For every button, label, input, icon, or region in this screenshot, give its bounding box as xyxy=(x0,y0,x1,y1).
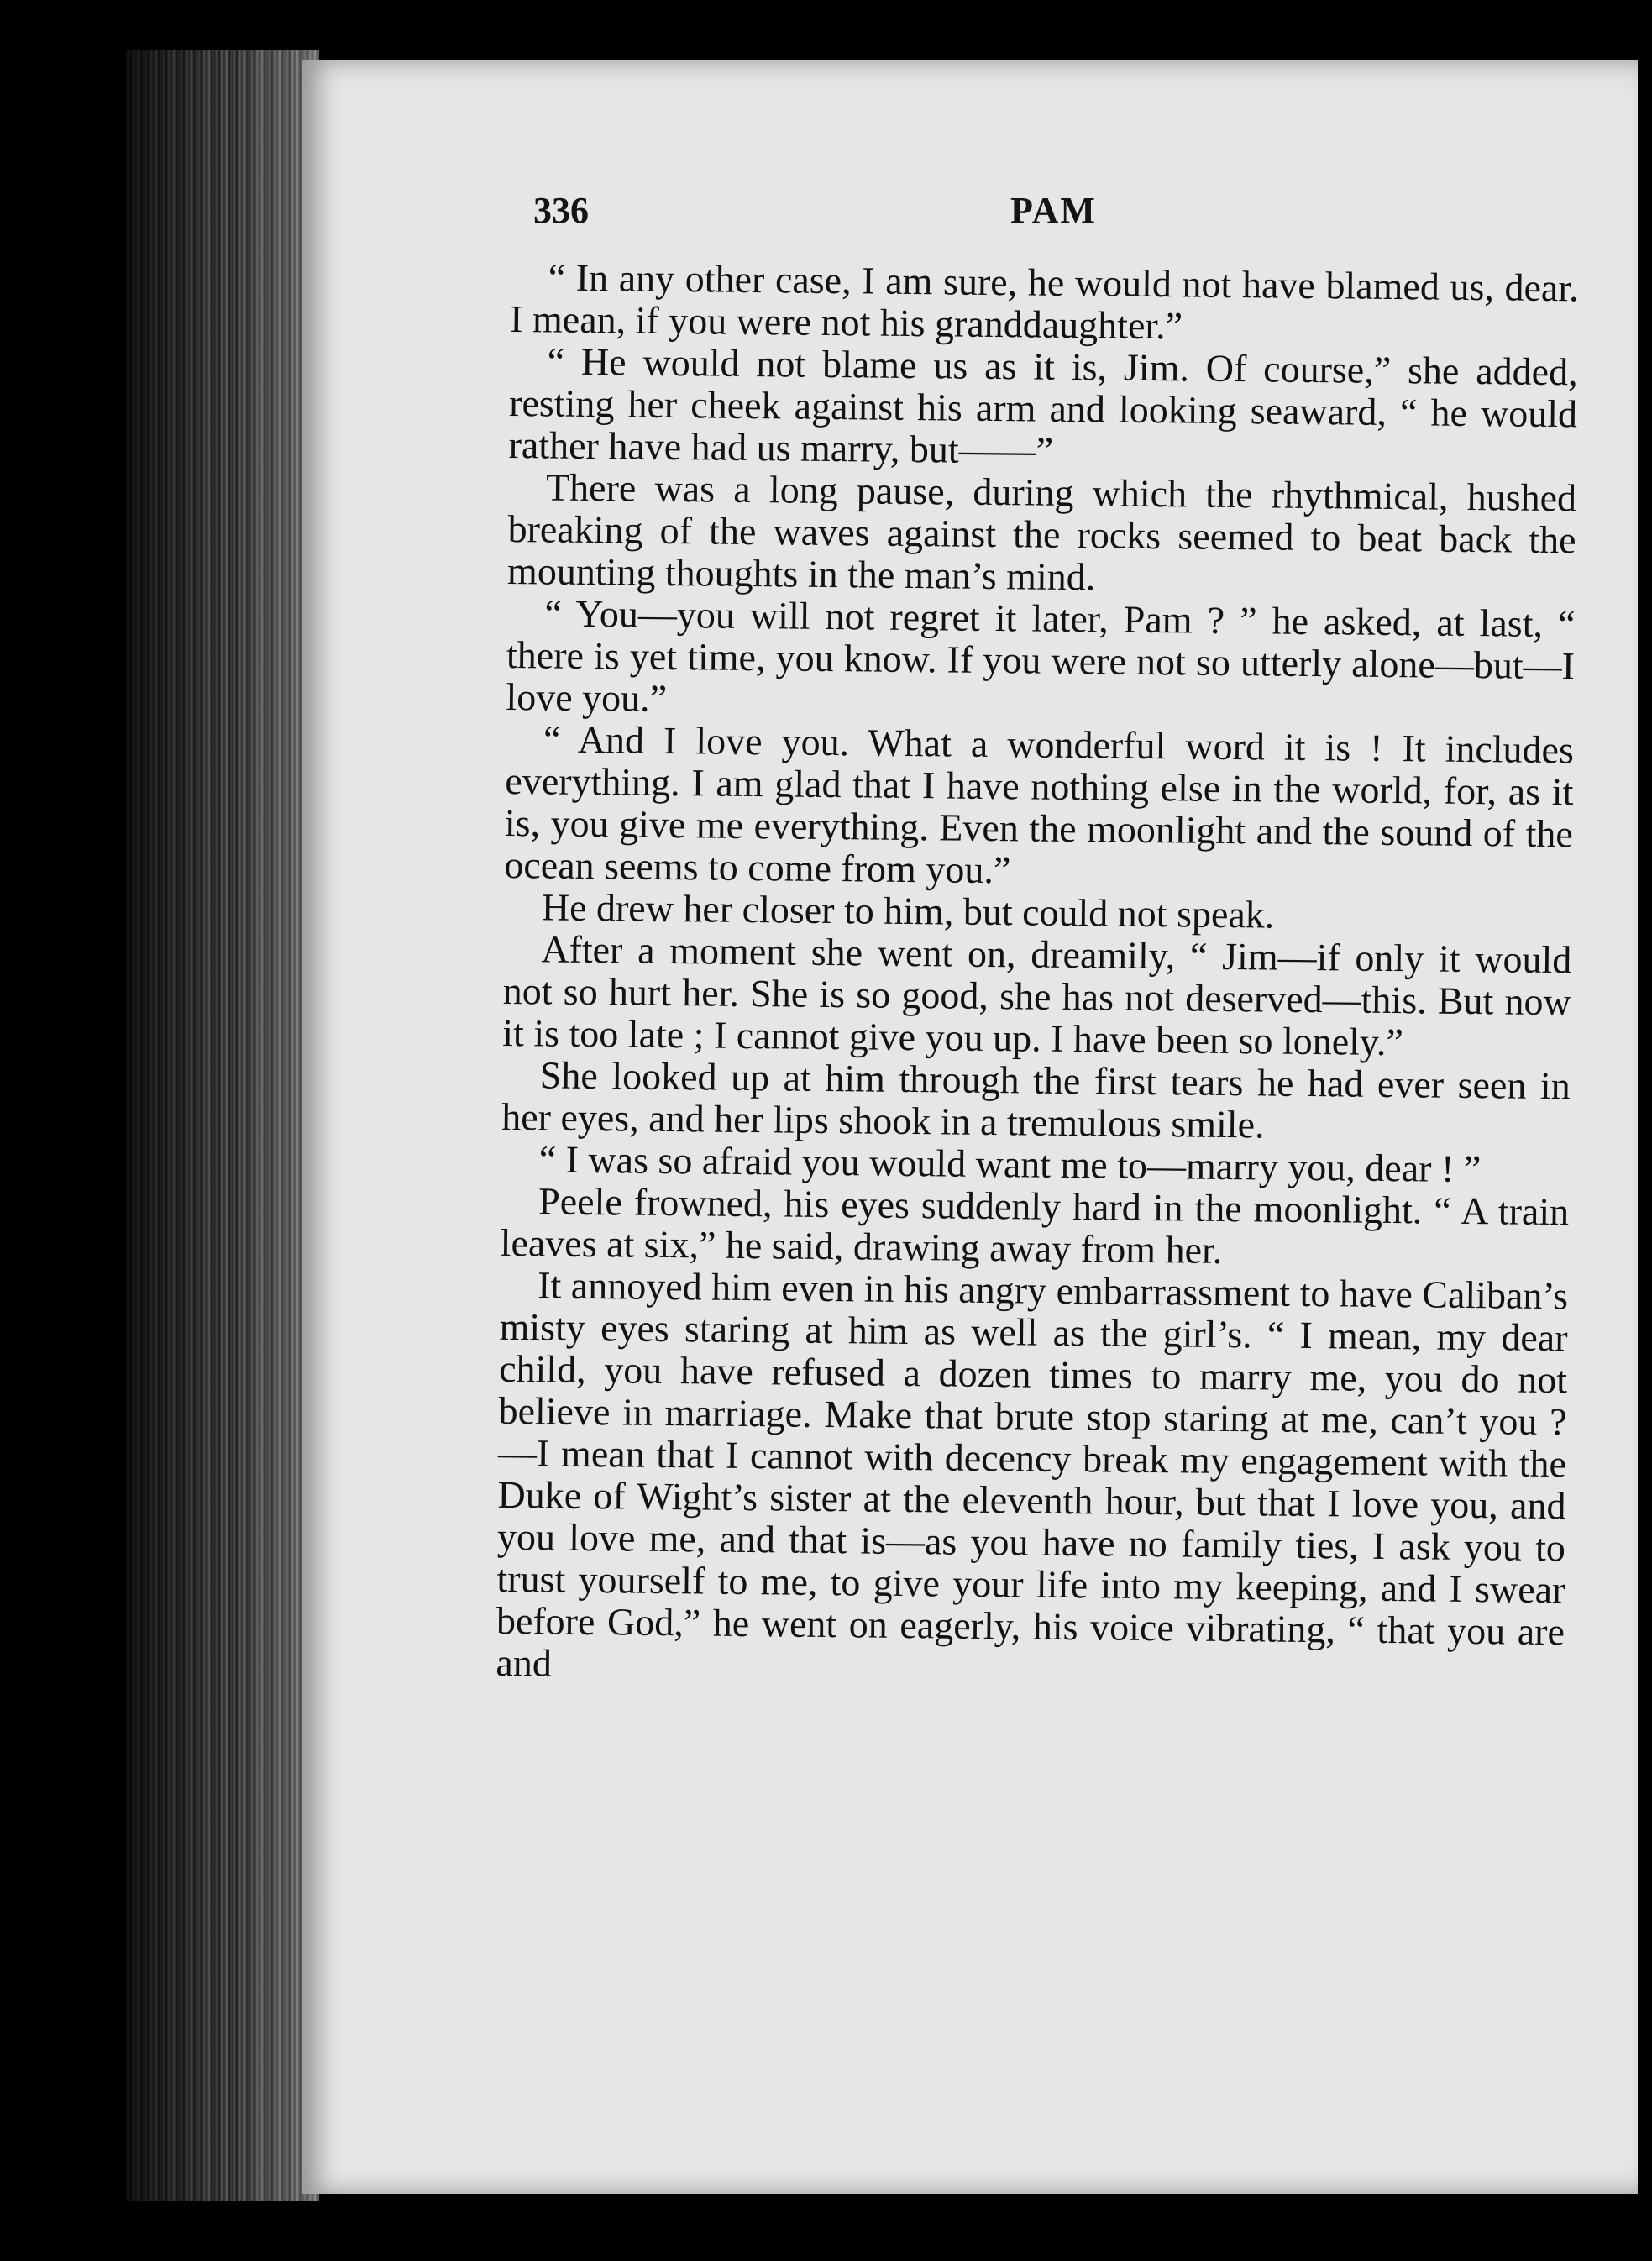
paragraph: After a moment she went on, dreamily, “ Jim—if only it would not so hurt her. She is so good, she has not deserved—this. But now it is too late ; I cannot give you up. I have been so lonely.” xyxy=(502,927,1572,1064)
running-head: PAM xyxy=(1010,190,1097,231)
book-page-edges xyxy=(126,50,319,2201)
paragraph: “ I was so afraid you would want me to—marry you, dear ! ” xyxy=(538,1137,1482,1191)
paragraph: She looked up at him through the first tears he had ever seen in her eyes, and her lips shook in a tremulous smile. xyxy=(501,1053,1571,1146)
body-text xyxy=(496,256,1579,1695)
paragraph: “ And I love you. What a wonderful word it is ! It includes everything. I am glad that I have nothing else in the world, for, as it is, you give me everything. Even the moonlight and the sound of the ocean seems to come from you.” xyxy=(504,717,1575,892)
page-header xyxy=(533,189,1541,248)
paragraph: He drew her closer to him, but could not speak. xyxy=(541,885,1275,936)
paragraph: Peele frowned, his eyes suddenly hard in the moonlight. “ A train leaves at six,” he said, drawing away from her. xyxy=(500,1179,1570,1272)
paragraph: There was a long pause, during which the rhythmical, hushed breaking of the waves against the rocks seemed to beat back the mounting thoughts in the man’s mind. xyxy=(506,465,1577,599)
paragraph: “ You—you will not regret it later, Pam ? ” he asked, at last, “ there is yet time, you know. If you were not so utterly alone—but—I love you.” xyxy=(506,591,1576,720)
paragraph: “ He would not blame us as it is, Jim. Of course,” she added, resting her cheek against his arm and looking seaward, “ he would rather have had us marry, but——” xyxy=(508,339,1578,472)
paragraph: “ In any other case, I am sure, he would not have blamed us, dear. I mean, if you were not his granddaughter.” xyxy=(509,255,1579,348)
paragraph: It annoyed him even in his angry embarrassment to have Caliban’s misty eyes staring at him as well as the girl’s. “ I mean, my dear child, you have refused a dozen times to marry me, you do not believe in marriage. Make that brute stop staring at me, can’t you ?—I mean that I cannot with decency break my engagement with the Duke of Wight’s sister at the eleventh hour, but that I love you, and you love me, and that is—as you have no family ties, I ask you to trust yourself to me, to give your life into my keeping, and I swear before God,” he went on eagerly, his voice vibrating, “ that you are and xyxy=(496,1263,1569,1685)
page-number: 336 xyxy=(533,190,589,231)
